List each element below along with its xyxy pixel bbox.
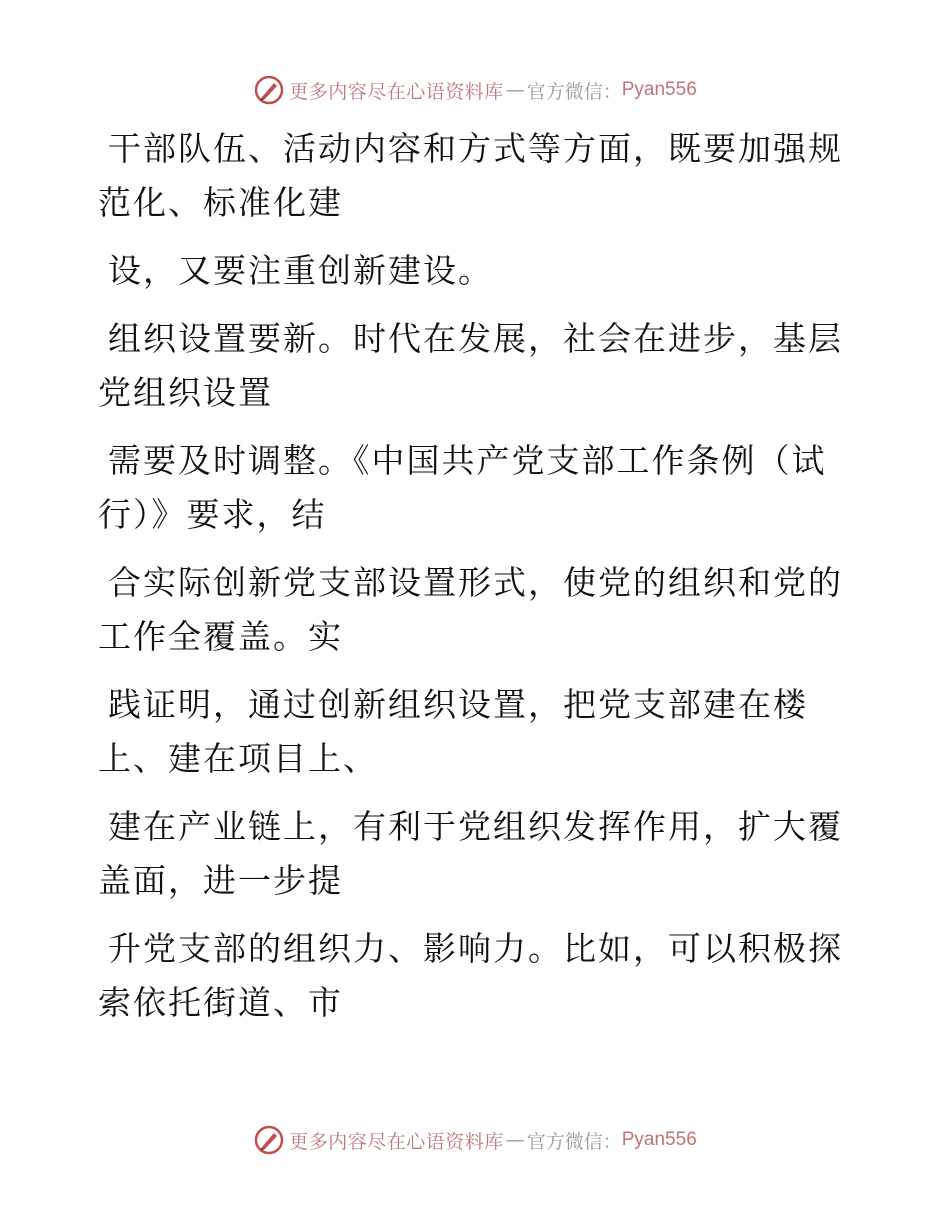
watermark-main-text: 更多内容尽在心语资料库 [289,1130,504,1153]
text-line: 范化、标准化建 [98,183,343,222]
text-line: 盖面，进一步提 [98,861,343,900]
paragraph [98,678,838,786]
text-line: 行）》要求，结 [98,495,327,534]
text-line: 合实际创新党支部设置形式，使党的组织和党的 [108,563,843,602]
paragraph [98,800,843,908]
pen-logo-icon [253,74,285,106]
text-line: 组织设置要新。时代在发展，社会在进步，基层 [108,319,843,358]
text-line: 建在产业链上，有利于党组织发挥作用，扩大覆 [108,807,843,846]
watermark-wechat-label: 官方微信： [526,1130,622,1153]
paragraph [98,312,843,420]
paragraph [98,922,843,1030]
text-line: 践证明，通过创新组织设置，把党支部建在楼 [108,685,808,724]
watermark-wechat-id: Pyan556 [621,79,697,100]
text-line: 党组织设置 [98,373,273,412]
text-line: 索依托街道、市 [98,983,343,1022]
text-line: 工作全覆盖。实 [98,617,343,656]
paragraph [98,434,838,542]
text-line: 上、建在项目上、 [98,739,378,778]
pen-logo-icon [253,1124,285,1156]
watermark-wechat-id: Pyan556 [621,1129,697,1150]
text-line: 需要及时调整。《中国共产党支部工作条例（试 [108,441,827,480]
header-watermark [0,70,950,110]
document-body [98,122,843,1044]
text-line: 升党支部的组织力、影响力。比如，可以积极探 [108,929,843,968]
watermark-main-text: 更多内容尽在心语资料库 [289,80,504,103]
paragraph [98,244,838,298]
text-line: 设，又要注重创新建设。 [108,251,493,290]
paragraph [98,556,843,664]
watermark-wechat-label: 官方微信： [526,80,622,103]
footer-watermark [0,1120,950,1160]
text-line: 干部队伍、活动内容和方式等方面，既要加强规 [108,129,843,168]
watermark-dash: — [505,79,525,101]
watermark-dash: — [505,1129,525,1151]
paragraph [98,122,843,230]
